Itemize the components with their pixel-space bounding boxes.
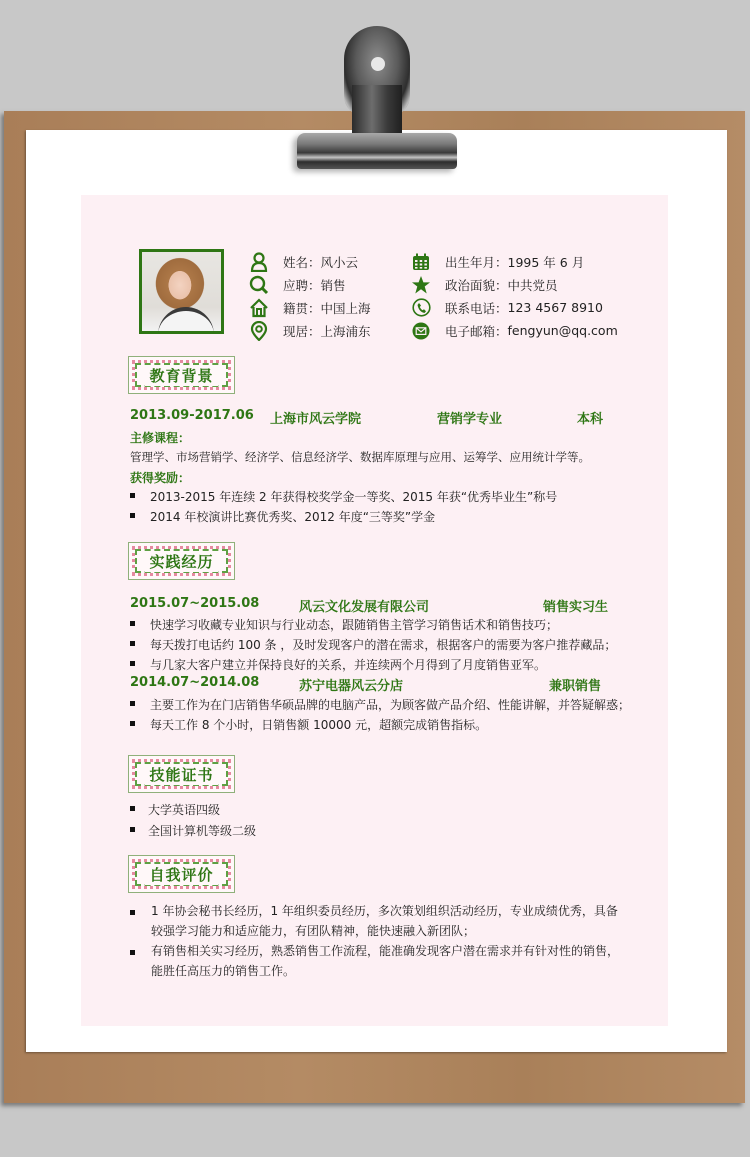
mail-icon (411, 321, 431, 341)
job-item: 主要工作为在门店销售华硕品牌的电脑产品，为顾客做产品介绍、性能讲解，并答疑解惑； (150, 698, 631, 712)
info-hometown: 籍贯： 中国上海 (249, 296, 371, 319)
job-item: 每天拨打电话约 100 条 ，及时发现客户的潜在需求，根据客户的需要为客户推荐藏品； (150, 638, 617, 652)
section-header-experience: 实践经历 (128, 542, 235, 580)
star-icon (411, 275, 431, 295)
bullet-icon (130, 493, 135, 498)
bullet-icon (130, 721, 135, 726)
courses-label: 主修课程： (130, 431, 191, 445)
job-item: 快速学习收藏专业知识与行业动态，跟随销售主管学习销售话术和销售技巧； (150, 618, 559, 632)
info-name: 姓名： 风小云 (249, 250, 371, 273)
location-pin-icon (249, 321, 269, 341)
phone-icon (411, 298, 431, 318)
education-major: 营销学专业 (437, 412, 503, 427)
bullet-icon (130, 910, 135, 915)
award-item: 2013-2015 年连续 2 年获得校奖学金一等奖、2015 年获“优秀毕业生”称号 (150, 490, 558, 504)
profile-info-left (249, 250, 371, 342)
bullet-icon (130, 827, 135, 832)
courses-text: 管理学、市场营销学、经济学、信息经济学、数据库原理与应用、运筹学、应用统计学等。 (130, 450, 590, 464)
skill-item: 大学英语四级 (148, 803, 221, 817)
job-item: 与几家大客户建立并保持良好的关系，并连续两个月得到了月度销售亚军。 (150, 658, 547, 672)
bullet-icon (130, 661, 135, 666)
info-position: 应聘： 销售 (249, 273, 371, 296)
info-birth: 出生年月： 1995 年 6 月 (411, 250, 618, 273)
job-item: 每天工作 8 个小时，日销售额 10000 元，超额完成销售指标。 (150, 718, 488, 732)
job-role: 销售实习生 (543, 600, 609, 615)
calendar-icon (411, 252, 431, 272)
skill-item: 全国计算机等级二级 (148, 824, 257, 838)
home-icon (249, 298, 269, 318)
section-header-self-evaluation: 自我评价 (128, 855, 235, 893)
education-period: 2013.09-2017.06 (130, 408, 254, 423)
job-company: 风云文化发展有限公司 (299, 600, 430, 615)
profile-info-right (411, 250, 618, 342)
bullet-icon (130, 701, 135, 706)
self-eval-item: 1 年协会秘书长经历，1 年组织委员经历，多次策划组织活动经历，专业成绩优秀，具备 较强学习能力和适应能力，有团队精神，能快速融入新团队； (151, 904, 618, 938)
self-eval-item: 有销售相关实习经历，熟悉销售工作流程，能准确发现客户潜在需求并有针对性的销售， 能胜任高压力的销售工作。 (151, 944, 620, 978)
section-header-skills: 技能证书 (128, 755, 235, 793)
education-degree: 本科 (577, 412, 604, 427)
profile-photo (139, 249, 224, 334)
job-period: 2014.07~2014.08 (130, 675, 260, 690)
user-icon (249, 252, 269, 272)
job-role: 兼职销售 (549, 679, 602, 694)
info-phone: 联系电话： 123 4567 8910 (411, 296, 618, 319)
info-political: 政治面貌： 中共党员 (411, 273, 618, 296)
bullet-icon (130, 621, 135, 626)
bullet-icon (130, 641, 135, 646)
search-icon (249, 275, 269, 295)
section-header-education: 教育背景 (128, 356, 235, 394)
bullet-icon (130, 806, 135, 811)
awards-label: 获得奖励： (130, 471, 191, 485)
job-company: 苏宁电器风云分店 (299, 679, 404, 694)
job-period: 2015.07~2015.08 (130, 596, 260, 611)
info-email: 电子邮箱： fengyun@qq.com (411, 319, 618, 342)
info-residence: 现居： 上海浦东 (249, 319, 371, 342)
bullet-icon (130, 950, 135, 955)
bullet-icon (130, 513, 135, 518)
education-school: 上海市风云学院 (270, 412, 362, 427)
award-item: 2014 年校演讲比赛优秀奖、2012 年度“三等奖”学金 (150, 510, 436, 524)
